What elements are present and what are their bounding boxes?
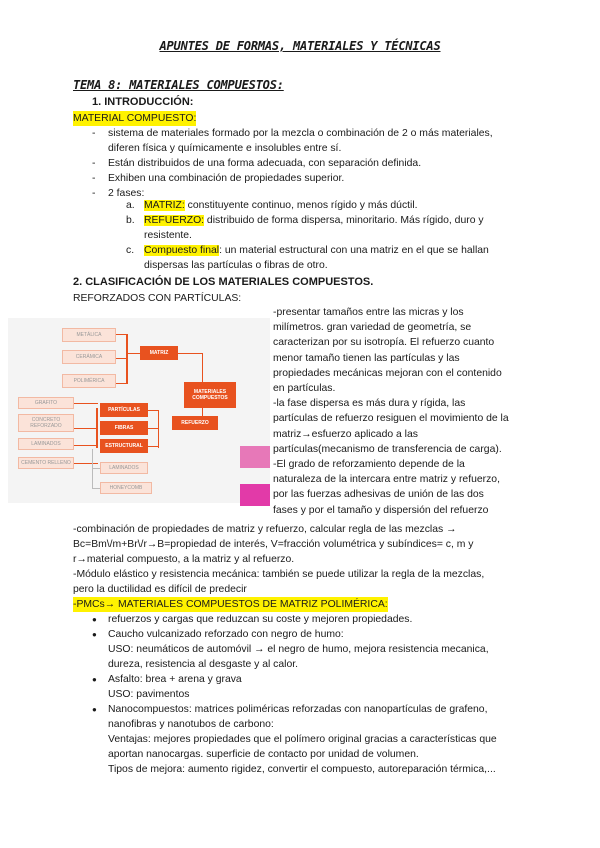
box-matriz: MATRIZ bbox=[140, 346, 178, 360]
right-column-line: matriz→esfuerzo aplicado a las bbox=[273, 428, 418, 440]
right-column-line: -presentar tamaños entre las micras y los bbox=[273, 307, 464, 318]
phase-line-cont: dispersas las partículas o fibras de otro. bbox=[144, 260, 328, 271]
right-column-line: por las fuerzas adhesivas de unión de las dos bbox=[273, 489, 484, 501]
list-dash: - bbox=[92, 173, 96, 184]
box-refuerzo: REFUERZO bbox=[172, 416, 218, 430]
intro-bullet-line: Están distribuidos de una forma adecuada, con separación definida. bbox=[108, 158, 422, 169]
right-column-line: -El grado de reforzamiento depende de la bbox=[273, 459, 465, 470]
phase-marker: b. bbox=[126, 215, 135, 226]
intro-bullet-line: sistema de materiales formado por la mezcla o combinación de 2 o más materiales, bbox=[108, 128, 493, 139]
pmc-bullet-line: Asfalto: brea + arena y grava bbox=[108, 674, 242, 685]
box-estructural: ESTRUCTURAL bbox=[100, 439, 148, 453]
section-1-title: 1. INTRODUCCIÓN: bbox=[92, 96, 194, 108]
phase-term: REFUERZO: bbox=[144, 215, 205, 226]
box-grafito: GRAFITO bbox=[18, 397, 74, 409]
right-column-line: milímetros. gran variedad de geometría, se bbox=[273, 322, 472, 334]
pmc-bullet-line: aportan nanocargas. superficie de contacto por unidad de volumen. bbox=[108, 749, 419, 760]
pmc-bullet-line: dureza, resistencia al desgaste y al calor. bbox=[108, 659, 299, 670]
box-materiales-compuestos: MATERIALES COMPUESTOS bbox=[184, 382, 236, 408]
right-column-line: partículas(mecanismo de transferencia de carga). bbox=[273, 443, 502, 455]
phase-text: constituyente continuo, menos rígido y más dúctil. bbox=[184, 200, 418, 211]
phase-line-cont: resistente. bbox=[144, 230, 192, 241]
phase-line bbox=[144, 243, 489, 258]
right-column-line: -la fase dispersa es más dura y rígida, las bbox=[273, 398, 466, 410]
right-column-line: fases y por el tamaño y dispersión del refuerzo bbox=[273, 504, 489, 516]
pmc-bullet-line: USO: neumáticos de automóvil → el negro de humo, mejora resistencia mecanica, bbox=[108, 644, 489, 655]
box-particulas: PARTÍCULAS bbox=[100, 403, 148, 417]
phase-line bbox=[144, 198, 418, 213]
mixture-rule-line: Bc=Bm\/m+Br\/r→B=propiedad de interés, V=fracción volumétrica y subíndices= c, m y bbox=[73, 539, 474, 550]
box-concreto-reforzado: CONCRETO REFORZADO bbox=[18, 414, 74, 432]
pmc-title: -PMCs→ MATERIALES COMPUESTOS DE MATRIZ POLIMÉRICA: bbox=[73, 599, 388, 610]
tema-title: TEMA 8: MATERIALES COMPUESTOS: bbox=[73, 78, 284, 92]
box-fibras: FIBRAS bbox=[100, 421, 148, 435]
pmc-bullet-line: Ventajas: mejores propiedades que el polímero original gracias a características que bbox=[108, 734, 497, 745]
phase-marker: c. bbox=[126, 245, 135, 256]
right-column-line: partículas de refuerzo resiguen el movimiento de la bbox=[273, 413, 509, 425]
phase-marker: a. bbox=[126, 200, 135, 211]
intro-bullet-line: 2 fases: bbox=[108, 188, 145, 199]
phase-term: Compuesto final bbox=[144, 245, 220, 256]
mixture-rule-line: r→material compuesto, a la matriz y al refuerzo. bbox=[73, 554, 295, 565]
phase-term: MATRIZ: bbox=[144, 200, 185, 211]
material-compuesto-label: MATERIAL COMPUESTO: bbox=[73, 113, 197, 124]
list-dash: - bbox=[92, 128, 96, 139]
right-column-line: menor tamaño tienen las partículas y las bbox=[273, 352, 460, 364]
pmc-bullet-line: Tipos de mejora: aumento rigidez, convertir el compuesto, autoreparación térmica,... bbox=[108, 764, 496, 775]
box-metalica: METÁLICA bbox=[62, 328, 116, 342]
phase-text: : un material estructural con una matriz en el que se hallan bbox=[219, 245, 489, 256]
classification-diagram bbox=[8, 318, 270, 503]
bullet-dot: ● bbox=[92, 615, 97, 624]
bullet-dot: ● bbox=[92, 630, 97, 639]
mixture-rule-line: -combinación de propiedades de matriz y refuerzo, calcular regla de las mezclas → bbox=[73, 524, 457, 535]
box-laminados: LAMINADOS bbox=[100, 462, 148, 474]
pink-swatch bbox=[240, 446, 270, 468]
right-column-line: naturaleza de la intercara entre matriz y refuerzo, bbox=[273, 474, 500, 486]
list-dash: - bbox=[92, 188, 96, 199]
mixture-rule-line: pero la ductilidad es difícil de predecir bbox=[73, 584, 247, 595]
bullet-dot: ● bbox=[92, 705, 97, 714]
mixture-rule-line: -Módulo elástico y resistencia mecánica: también se puede utilizar la regla de la mezclas, bbox=[73, 569, 485, 580]
pmc-bullet-line: USO: pavimentos bbox=[108, 689, 190, 700]
pmc-bullet-line: Caucho vulcanizado reforzado con negro de humo: bbox=[108, 629, 344, 640]
phase-text: distribuido de forma dispersa, minoritario. Más rígido, duro y bbox=[204, 215, 484, 226]
document-title: APUNTES DE FORMAS, MATERIALES Y TÉCNICAS bbox=[159, 39, 441, 53]
pmc-bullet-line: nanofibras y nanotubos de carbono: bbox=[108, 719, 274, 730]
intro-bullet-line: Exhiben una combinación de propiedades superior. bbox=[108, 173, 345, 184]
box-polimerica: POLIMÉRICA bbox=[62, 374, 116, 388]
list-dash: - bbox=[92, 158, 96, 169]
box-honeycomb: HONEYCOMB bbox=[100, 482, 152, 494]
bullet-dot: ● bbox=[92, 675, 97, 684]
right-column-line: caracterizan por su isotropía. El refuerzo cuanto bbox=[273, 337, 495, 349]
section-2-title: 2. CLASIFICACIÓN DE LOS MATERIALES COMPUESTOS. bbox=[73, 276, 374, 288]
right-column-line: propiedades mecánicas mejoran con el contenido bbox=[273, 367, 502, 379]
pmc-bullet-line: Nanocompuestos: matrices poliméricas reforzadas con nanopartículas de grafeno, bbox=[108, 704, 488, 715]
phase-line bbox=[144, 213, 484, 228]
intro-bullet-line: diferen física y químicamente e insolubles entre sí. bbox=[108, 143, 342, 154]
pmc-bullet-line: refuerzos y cargas que reduzcan su coste y mejoren propiedades. bbox=[108, 614, 413, 625]
box-ceramica: CERÁMICA bbox=[62, 350, 116, 364]
box-cemento-relleno: CEMENTO RELLENO bbox=[18, 457, 74, 469]
box-laminados-left: LAMINADOS bbox=[18, 438, 74, 450]
reforzados-label: REFORZADOS CON PARTÍCULAS: bbox=[73, 293, 242, 304]
right-column-line: en partículas. bbox=[273, 383, 336, 394]
magenta-swatch bbox=[240, 484, 270, 506]
